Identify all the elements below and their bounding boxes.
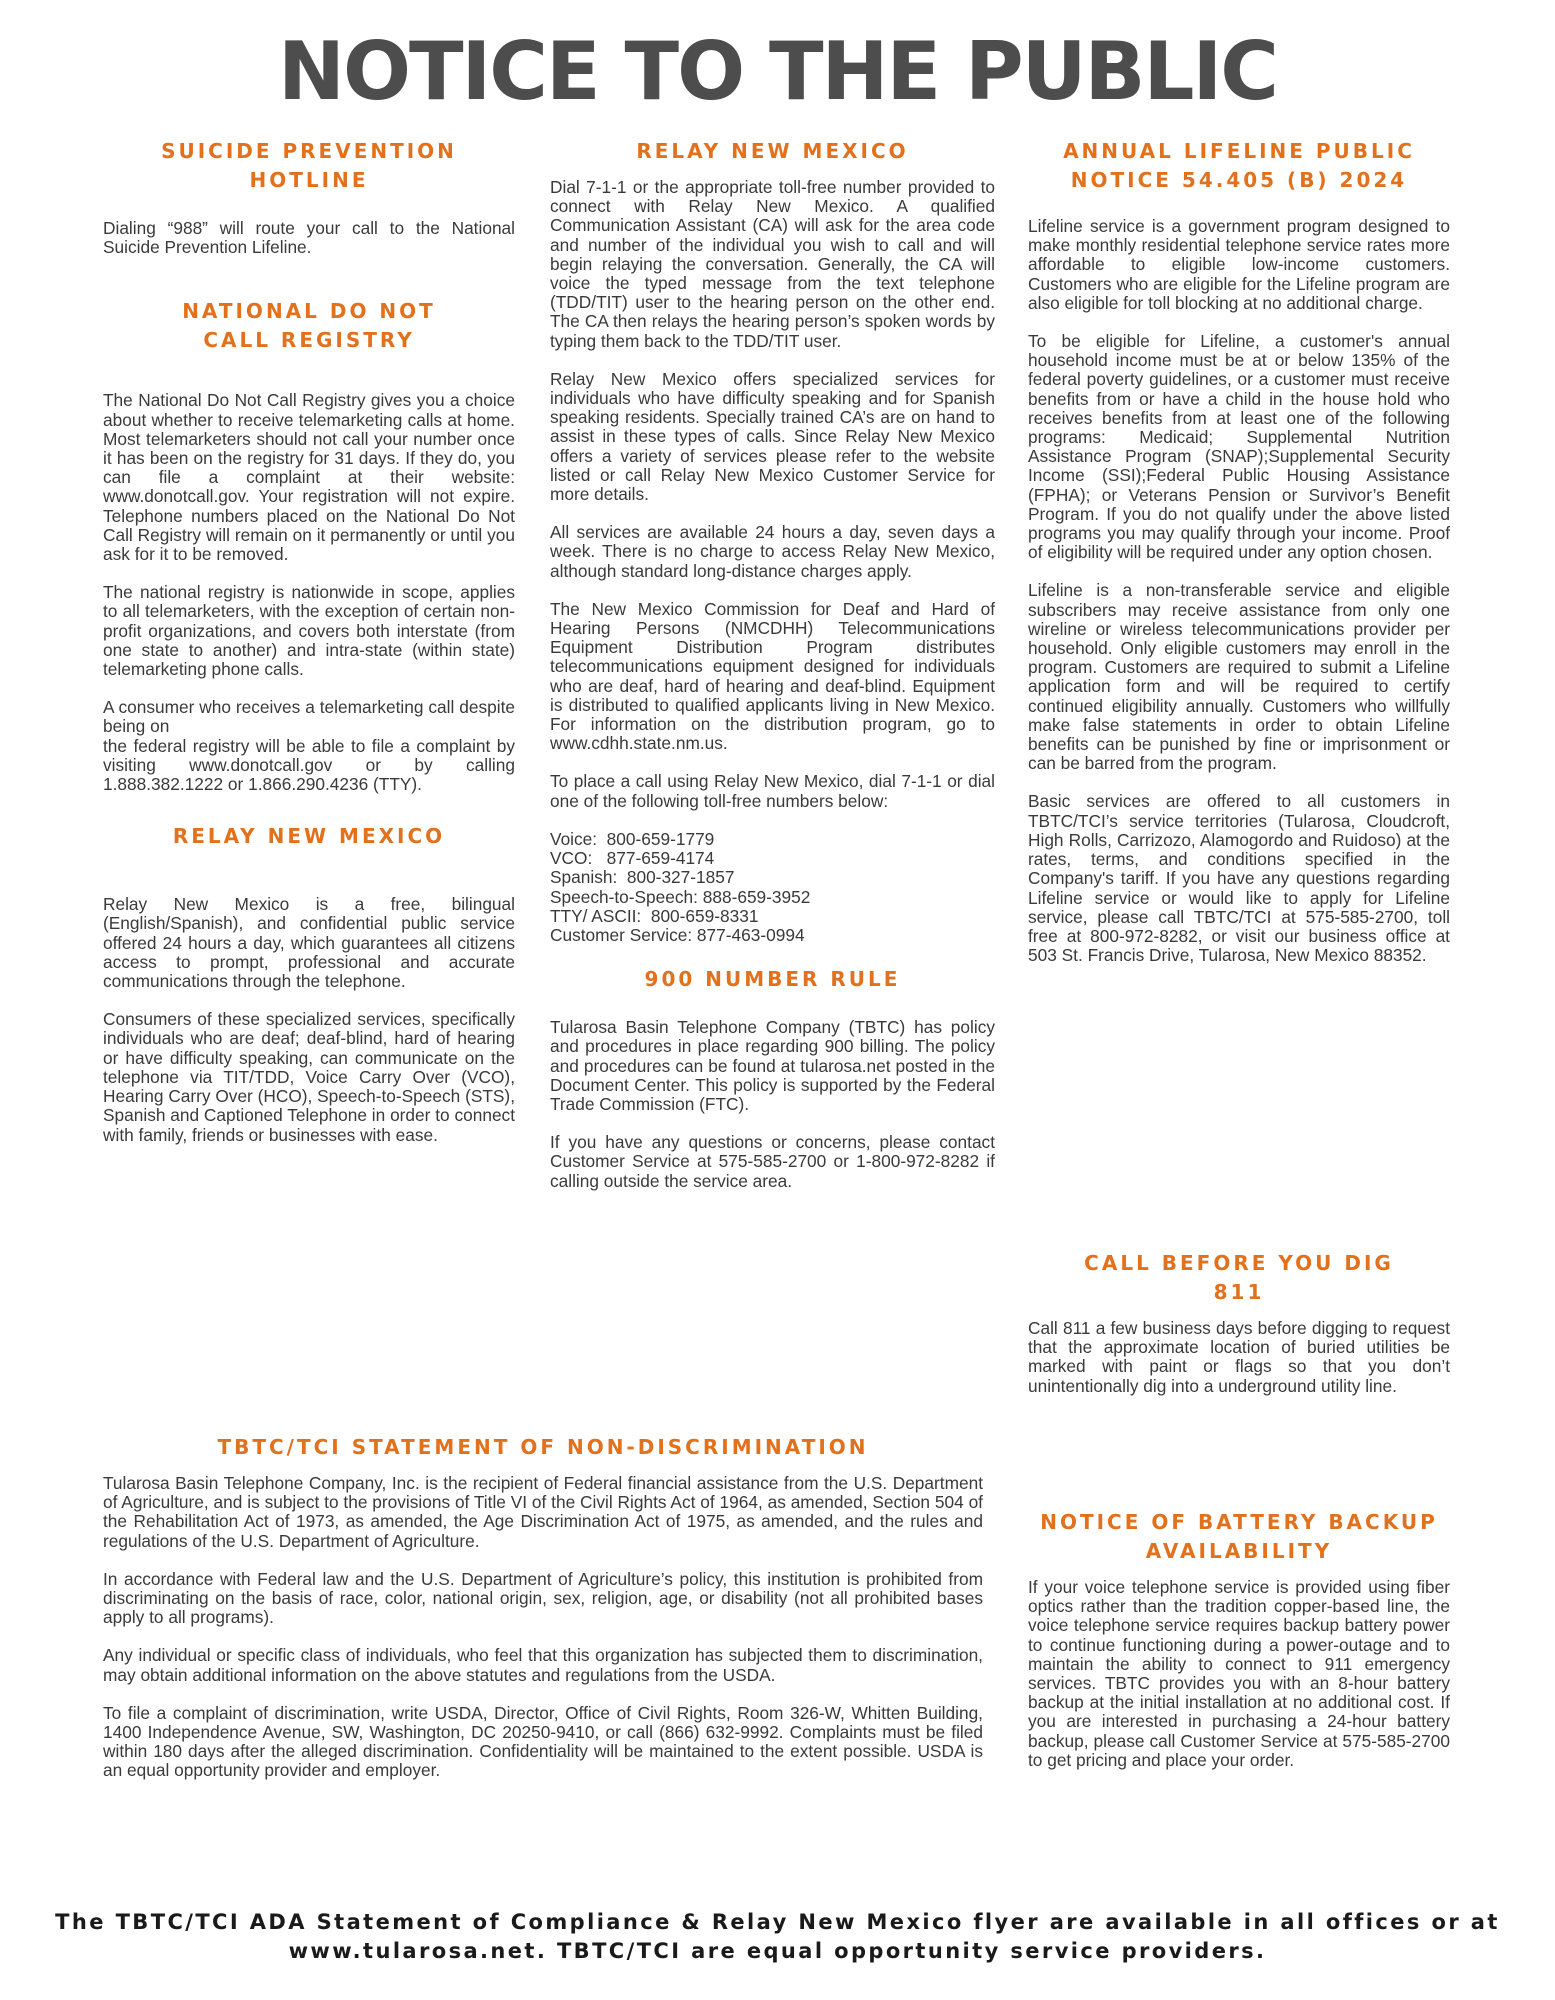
non-discrimination-text-3: Any individual or specific class of individuals, who feel that this organization has subjected them to discrimination, may obtain additional information on the above statutes and regulations from the USDA. xyxy=(103,1645,983,1685)
battery-backup-text: If your voice telephone service is provided using fiber optics rather than the tradition copper-based line, the voice telephone service requires backup battery power to continue functioning during a power-outage and to maintain the ability to connect to 911 emergency services. TBTC provides you with an 8-hour battery backup at the initial installation at no additional cost. If you are interested in purchasing a 24-hour battery backup, please call Customer Service at 575-585-2700 to get pricing and place your order. xyxy=(1028,1577,1450,1770)
do-not-call-text-2: The national registry is nationwide in scope, applies to all telemarketers, with the exception of certain non-profit organizations, and covers both interstate (from one state to another) and intra-state (within state) telemarketing phone calls. xyxy=(103,582,515,680)
call-before-you-dig-text: Call 811 a few business days before digging to request that the approximate location of buried utilities be marked with paint or flags so that you don’t unintentionally dig into a underground utility line. xyxy=(1028,1318,1450,1396)
relay-number-customer-service: Customer Service: 877-463-0994 xyxy=(550,924,805,945)
900-number-rule-text-2: If you have any questions or concerns, please contact Customer Service at 575-585-2700 or 1-800-972-8282 if calling outside the service area. xyxy=(550,1132,995,1191)
lifeline-text-3: Lifeline is a non-transferable service and eligible subscribers may receive assistance from only one wireline or wireless telecommunications provider per household. Only eligible customers may enroll in the program. Customers are required to submit a Lifeline application form and will be required to certify continued eligibility annually. Customers who willfully make false statements in order to obtain Lifeline benefits can be punished by fine or imprisonment or can be barred from the program. xyxy=(1028,580,1450,774)
relay-left-text-2: Consumers of these specialized services, specifically individuals who are deaf; deaf-blind, hard of hearing or have difficulty speaking, can communicate on the telephone via TIT/TDD, Voice Carry Over (VCO), Hearing Carry Over (HCO), Speech-to-Speech (STS), Spanish and Captioned Telephone in order to connect with family, friends or businesses with ease. xyxy=(103,1009,515,1145)
do-not-call-text-3: A consumer who receives a telemarketing call despite being on the federal registry will be able to file a complaint by visiting www.donotcall.gov or by calling 1.888.382.1222 or 1.866.290.4236 (TTY). xyxy=(103,697,515,795)
relay-number-voice: Voice: 800-659-1779 xyxy=(550,828,715,849)
non-discrimination-heading: TBTC/TCI STATEMENT OF NON-DISCRIMINATION xyxy=(217,1435,869,1459)
lifeline-text-2: To be eligible for Lifeline, a customer's annual household income must be at or below 135% of the federal poverty guidelines, or a customer must receive benefits from or have a child in the house hold who receives benefits from at least one of the following programs: Medicaid; Supplemental Nutrition Assistance Program (SNAP);Supplemental Security Income (SSI);Federal Public Housing Assistance (FPHA); or Veterans Pension or Survivor’s Benefit Program. If you do not qualify under the above listed programs you may qualify through your income. Proof of eligibility will be required under any option chosen. xyxy=(1028,331,1450,563)
lifeline-heading: ANNUAL LIFELINE PUBLIC NOTICE 54.405 (B) 2024 xyxy=(1063,139,1415,192)
battery-backup-section xyxy=(1028,1508,1450,1770)
call-before-you-dig-section xyxy=(1028,1249,1450,1396)
column-left xyxy=(103,137,515,1145)
footer-statement: The TBTC/TCI ADA Statement of Compliance & Relay New Mexico flyer are available in all offices or at www.tularosa.net. TBTC/TCI are equal opportunity service providers. xyxy=(55,1910,1500,1963)
non-discrimination-text-4: To file a complaint of discrimination, write USDA, Director, Office of Civil Rights, Room 326-W, Whitten Building, 1400 Independence Avenue, SW, Washington, DC 20250-9410, or call (866) 632-9992. Complaints must be filed within 180 days after the alleged discrimination. Confidentiality will be maintained to the extent possible. USDA is an equal opportunity provider and employer. xyxy=(103,1702,983,1781)
relay-number-vco: VCO: 877-659-4174 xyxy=(550,848,715,869)
column-middle xyxy=(550,137,995,1191)
suicide-hotline-heading: SUICIDE PREVENTION HOTLINE xyxy=(161,139,457,192)
900-number-rule-heading: 900 NUMBER RULE xyxy=(644,967,901,992)
relay-number-spanish: Spanish: 800-327-1857 xyxy=(550,867,735,888)
non-discrimination-text-1: Tularosa Basin Telephone Company, Inc. is the recipient of Federal financial assistance from the U.S. Department of Agriculture, and is subject to the provisions of Title VI of the Civil Rights Act of 1964, as amended, Section 504 of the Rehabilitation Act of 1973, as amended, the Age Discrimination Act of 1975, as amended, and the rules and regulations of the U.S. Department of Agriculture. xyxy=(103,1473,983,1551)
non-discrimination-section xyxy=(103,1433,983,1781)
column-right xyxy=(1028,137,1450,965)
lifeline-text-4: Basic services are offered to all customers in TBTC/TCI’s service territories (Tularosa, Cloudcroft, High Rolls, Carrizozo, Alamogordo and Ruidoso) at the rates, terms, and conditions specified in the Company's tariff. If you have any questions regarding Lifeline service or would like to apply for Lifeline service, please call TBTC/TCI at 575-585-2700, toll free at 800-972-8282, or visit our business office at 503 St. Francis Drive, Tularosa, New Mexico 88352. xyxy=(1028,791,1450,966)
relay-middle-text-3: All services are available 24 hours a day, seven days a week. There is no charge to access Relay New Mexico, although standard long-distance charges apply. xyxy=(550,522,995,581)
relay-middle-text-5: To place a call using Relay New Mexico, dial 7-1-1 or dial one of the following toll-free numbers below: xyxy=(550,771,995,811)
relay-middle-text-1: Dial 7-1-1 or the appropriate toll-free number provided to connect with Relay New Mexico. A qualified Communication Assistant (CA) will ask for the area code and number of the individual you wish to call and will begin relaying the conversation. Generally, the CA will voice the typed message from the text telephone (TDD/TIT) user to the hearing person on the other end. The CA then relays the hearing person’s spoken words by typing them back to the TDD/TIT user. xyxy=(550,177,995,351)
relay-new-mexico-heading-left: RELAY NEW MEXICO xyxy=(172,824,446,849)
do-not-call-heading: NATIONAL DO NOT CALL REGISTRY xyxy=(182,299,436,353)
non-discrimination-text-2: In accordance with Federal law and the U.S. Department of Agriculture’s policy, this institution is prohibited from discriminating on the basis of race, color, national origin, sex, religion, age, or disability (not all prohibited bases apply to all programs). xyxy=(103,1568,983,1628)
relay-left-text-1: Relay New Mexico is a free, bilingual (English/Spanish), and confidential public service offered 24 hours a day, which guarantees all citizens access to prompt, professional and accurate communications through the telephone. xyxy=(103,894,515,992)
relay-number-speech-to-speech: Speech-to-Speech: 888-659-3952 xyxy=(550,886,811,907)
call-before-you-dig-heading: CALL BEFORE YOU DIG 811 xyxy=(1084,1251,1394,1304)
page-title: NOTICE TO THE PUBLIC xyxy=(278,25,1277,118)
relay-phone-numbers xyxy=(550,830,995,945)
lifeline-text-1: Lifeline service is a government program designed to make monthly residential telephone service rates more affordable to eligible low-income customers. Customers who are eligible for the Lifeline program are also eligible for toll blocking at no additional charge. xyxy=(1028,216,1450,313)
relay-new-mexico-heading-middle: RELAY NEW MEXICO xyxy=(636,139,909,163)
relay-middle-text-4: The New Mexico Commission for Deaf and Hard of Hearing Persons (NMCDHH) Telecommunications Equipment Distribution Program distributes telecommunications equipment designed for individuals who are deaf, hard of hearing and deaf-blind. Equipment is distributed to qualified applicants living in New Mexico. For information on the distribution program, go to www.cdhh.state.nm.us. xyxy=(550,598,995,754)
relay-middle-text-2: Relay New Mexico offers specialized services for individuals who have difficulty speaking and for Spanish speaking residents. Specially trained CA’s are on hand to assist in these types of calls. Since Relay New Mexico offers a variety of services please refer to the website listed or call Relay New Mexico Customer Service for more details. xyxy=(550,368,995,505)
suicide-hotline-text: Dialing “988” will route your call to the National Suicide Prevention Lifeline. xyxy=(103,218,515,258)
900-number-rule-text-1: Tularosa Basin Telephone Company (TBTC) has policy and procedures in place regarding 900 billing. The policy and procedures can be found at tularosa.net posted in the Document Center. This policy is supported by the Federal Trade Commission (FTC). xyxy=(550,1017,995,1114)
do-not-call-text-1: The National Do Not Call Registry gives you a choice about whether to receive telemarketing calls at home. Most telemarketers should not call your number once it has been on the registry for 31 days. If they do, you can file a complaint at their website: www.donotcall.gov. Your registration will not expire. Telephone numbers placed on the National Do Not Call Registry will remain on it permanently or until you ask for it to be removed. xyxy=(103,390,515,565)
battery-backup-heading: NOTICE OF BATTERY BACKUP AVAILABILITY xyxy=(1040,1510,1438,1563)
relay-number-tty: TTY/ ASCII: 800-659-8331 xyxy=(550,905,759,926)
